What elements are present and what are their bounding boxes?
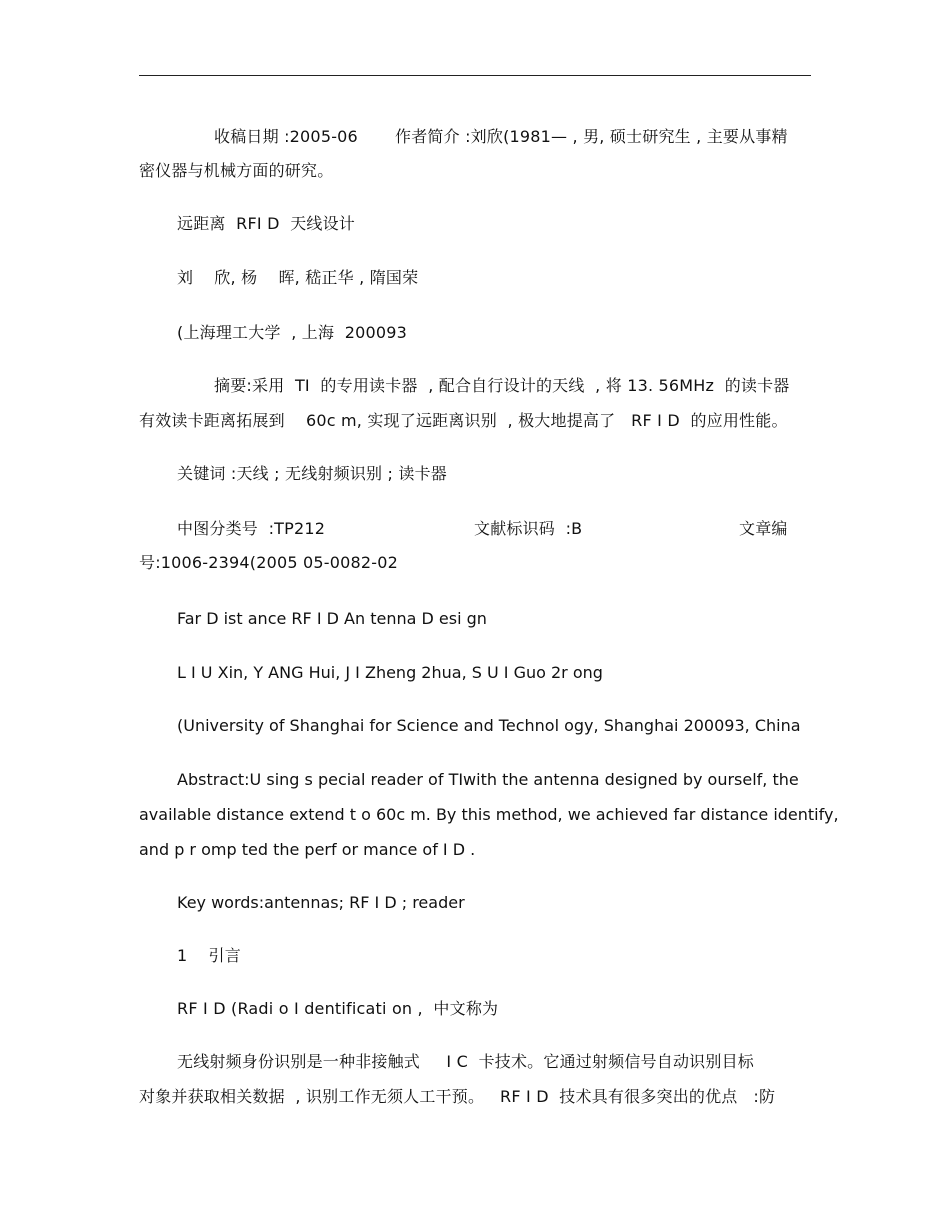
article-number: 号:1006-2394(2005 05-0082-02 [139, 553, 399, 572]
abstract-english-line-3: and p r omp ted the perf or mance of I D . [139, 840, 476, 859]
abstract-english-line-2: available distance extend t o 60c m. By this method, we achieved far distance identify, [139, 805, 839, 824]
header-rule [139, 75, 811, 76]
keywords-chinese: 关键词 :天线 ; 无线射频识别 ; 读卡器 [177, 464, 448, 483]
clc-number: 中图分类号 :TP212 [177, 519, 326, 538]
abstract-english-line-1: Abstract:U sing s pecial reader of TIwith the antenna designed by ourself, the [177, 770, 799, 789]
affiliation-chinese: (上海理工大学 , 上海 200093 [177, 323, 408, 342]
document-code: 文献标识码 :B [474, 519, 583, 538]
body-paragraph-line-2: 对象并获取相关数据 , 识别工作无须人工干预。 RF I D 技术具有很多突出的优点 :防 [139, 1087, 776, 1106]
rfid-definition: RF I D (Radi o I dentificati on , 中文称为 [177, 999, 499, 1018]
authors-chinese: 刘 欣, 杨 晖, 嵇正华 , 隋国荣 [177, 268, 419, 287]
title-english: Far D ist ance RF I D An tenna D esi gn [177, 609, 487, 628]
article-number-label: 文章编 [739, 519, 788, 538]
title-chinese: 远距离 RFI D 天线设计 [177, 214, 355, 233]
abstract-chinese-line-1: 摘要:采用 TI 的专用读卡器 , 配合自行设计的天线 , 将 13. 56MHz 的读卡器 [214, 376, 790, 395]
abstract-chinese-line-2: 有效读卡距离拓展到 60c m, 实现了远距离识别 , 极大地提高了 RF I D 的应用性能。 [139, 411, 788, 430]
authors-english: L I U Xin, Y ANG Hui, J I Zheng 2hua, S U I Guo 2r ong [177, 663, 603, 682]
affiliation-english: (University of Shanghai for Science and Technol ogy, Shanghai 200093, China [177, 716, 801, 735]
body-paragraph-line-1: 无线射频身份识别是一种非接触式 I C 卡技术。它通过射频信号自动识别目标 [177, 1052, 754, 1071]
section-heading-introduction: 1 引言 [177, 946, 241, 965]
keywords-english: Key words:antennas; RF I D ; reader [177, 893, 465, 912]
author-intro-line-1: 作者简介 :刘欣(1981— , 男, 硕士研究生 , 主要从事精 [395, 127, 788, 146]
received-date: 收稿日期 :2005-06 [214, 127, 358, 146]
author-intro-line-2: 密仪器与机械方面的研究。 [139, 161, 334, 180]
